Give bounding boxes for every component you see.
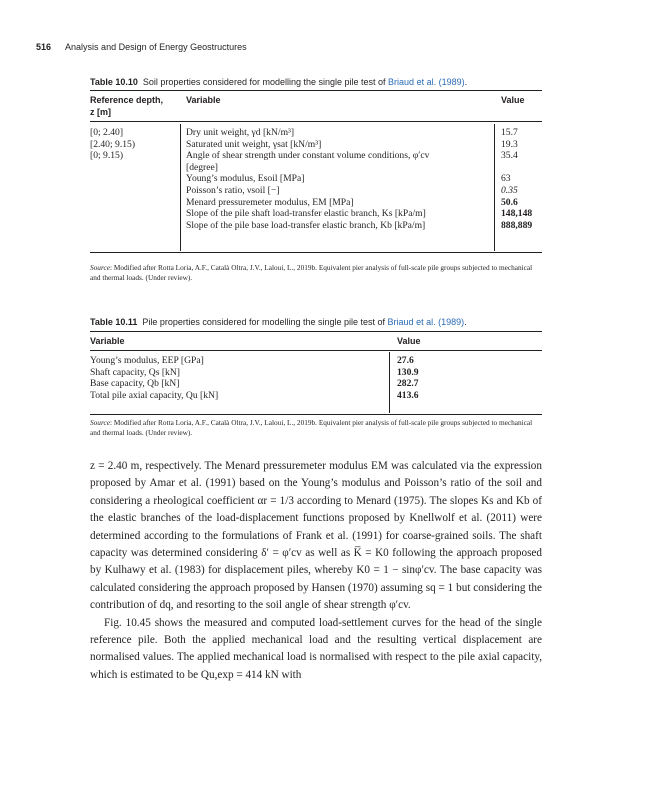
value-cell: 35.4 — [501, 150, 518, 162]
book-title: Analysis and Design of Energy Geostructures — [65, 42, 247, 52]
value-cell: 50.6 — [501, 196, 518, 208]
paragraph: Fig. 10.45 shows the measured and computed load-settlement curves for the head of the single reference pile. Both the applied mechanical load and the resulting vertical displacement are normalised values. The applied mechanical load is normalised with respect to the pile axial capacity, which is estimated to be Qu,exp = 414 kN with — [90, 616, 542, 681]
depth-cell: [0; 9.15) — [90, 150, 124, 162]
header-value: Value — [397, 336, 421, 346]
depth-cell: [0; 2.40] — [90, 127, 124, 138]
table-10-11-source — [90, 418, 542, 438]
table-10-11-caption — [90, 317, 467, 327]
variable-cell: Saturated unit weight, γsat [kN/m³] — [186, 138, 322, 150]
header-rule — [90, 350, 542, 351]
source-text: : Modified after Rotta Loria, A.F., Català Oltra, J.V., Laloui, L., 2019b. Equivalent pier analysis of full-scale pile groups subjected to mechanical and thermal loads. (Under review). — [90, 263, 533, 282]
value-cell: 15.7 — [501, 127, 518, 138]
source-label: Source — [90, 263, 110, 272]
value-cell: 148,148 — [501, 208, 533, 220]
variable-cell: Dry unit weight, γd [kN/m³] — [186, 127, 295, 138]
source-text: : Modified after Rotta Loria, A.F., Català Oltra, J.V., Laloui, L., 2019b. Equivalent pier analysis of full-scale pile groups subjected to mechanical and thermal loads. (Under review). — [90, 418, 533, 437]
variable-cell: Young’s modulus, Esoil [MPa] — [186, 173, 305, 185]
column-divider — [180, 124, 181, 251]
value-cell: 27.6 — [397, 355, 414, 366]
value-cell: 19.3 — [501, 138, 518, 150]
table-10-11-label: Table 10.11 — [90, 317, 138, 327]
table-10-10-caption-end: . — [464, 77, 468, 87]
variable-cell: [degree] — [186, 161, 218, 173]
depth-cell: [2.40; 9.15) — [90, 138, 136, 150]
column-divider — [389, 352, 390, 413]
body-text — [90, 458, 542, 684]
header-depth-label: Reference depth, — [90, 95, 164, 105]
value-column — [397, 355, 419, 401]
table-10-10-caption — [90, 77, 467, 87]
value-column — [501, 127, 532, 231]
variable-cell: Young’s modulus, EEP [GPa] — [90, 355, 204, 366]
variable-cell: Slope of the pile base load-transfer elastic branch, Kb [kPa/m] — [186, 219, 426, 231]
table-10-10 — [90, 90, 542, 260]
paragraph: z = 2.40 m, respectively. The Menard pressuremeter modulus EM was calculated via the expression proposed by Amar et al. (1991) based on the Young’s modulus and Poisson’s ratio of the soil and considering a rheological coefficient αr = 1/3 according to Menard (1975). The slopes Ks and Kb of the elastic branches of the load-displacement functions proposed by Knellwolf et al. (2011) were determined according to the formulations of Frank et al. (1991) for coarse-grained soils. The shaft capacity was determined considering δ′ = φ′cv as well as K̅ = K0 following the approach proposed by Kulhawy et al. (1983) for displacement piles, whereby K0 = 1 − sinφ′cv. The base capacity was calculated considering the approach proposed by Hansen (1970) assuming sq = 1 but considering the contribution of dq, and resorting to the soil angle of shear strength φ′cv. — [90, 460, 542, 612]
column-divider — [494, 124, 495, 251]
table-10-10-caption-ref[interactable]: Briaud et al. (1989) — [388, 77, 465, 87]
table-top-rule — [90, 331, 542, 332]
table-10-11-caption-text: Pile properties considered for modelling the single pile test of — [142, 317, 386, 327]
header-variable: Variable — [90, 336, 125, 346]
value-cell: 63 — [501, 173, 511, 185]
table-10-11-caption-ref[interactable]: Briaud et al. (1989) — [387, 317, 465, 327]
table-10-10-source — [90, 263, 542, 283]
variable-column — [90, 355, 218, 401]
value-cell: 888,889 — [501, 219, 533, 231]
header-value: Value — [501, 95, 525, 105]
source-label: Source — [90, 418, 110, 427]
header-depth — [90, 94, 163, 118]
table-10-11-caption-end: . — [464, 317, 467, 327]
value-cell: 282.7 — [397, 378, 419, 390]
variable-cell: Shaft capacity, Qs [kN] — [90, 366, 180, 378]
variable-cell: Slope of the pile shaft load-transfer elastic branch, Ks [kPa/m] — [186, 208, 426, 220]
value-cell: 413.6 — [397, 389, 419, 401]
value-cell: 0.35 — [501, 184, 518, 196]
table-bottom-rule — [90, 414, 542, 415]
value-cell — [501, 162, 532, 174]
header-variable: Variable — [186, 95, 221, 105]
table-10-10-caption-text: Soil properties considered for modelling the single pile test of — [142, 77, 386, 87]
header-depth-unit: z [m] — [90, 107, 111, 117]
variable-cell: Poisson’s ratio, νsoil [−] — [186, 184, 280, 196]
page-number: 516 — [36, 42, 52, 52]
table-10-10-label: Table 10.10 — [90, 77, 138, 87]
table-10-11 — [90, 331, 542, 421]
variable-cell: Total pile axial capacity, Qu [kN] — [90, 389, 219, 401]
variable-cell: Menard pressuremeter modulus, EM [MPa] — [186, 196, 354, 208]
variable-cell: Angle of shear strength under constant volume conditions, φ′cv — [186, 150, 430, 162]
variable-column — [186, 127, 429, 231]
value-cell: 130.9 — [397, 366, 419, 378]
table-top-rule — [90, 90, 542, 91]
header-rule — [90, 121, 542, 122]
variable-cell: Base capacity, Qb [kN] — [90, 378, 180, 390]
depth-column — [90, 127, 135, 162]
table-bottom-rule — [90, 252, 542, 253]
running-head — [36, 42, 247, 52]
